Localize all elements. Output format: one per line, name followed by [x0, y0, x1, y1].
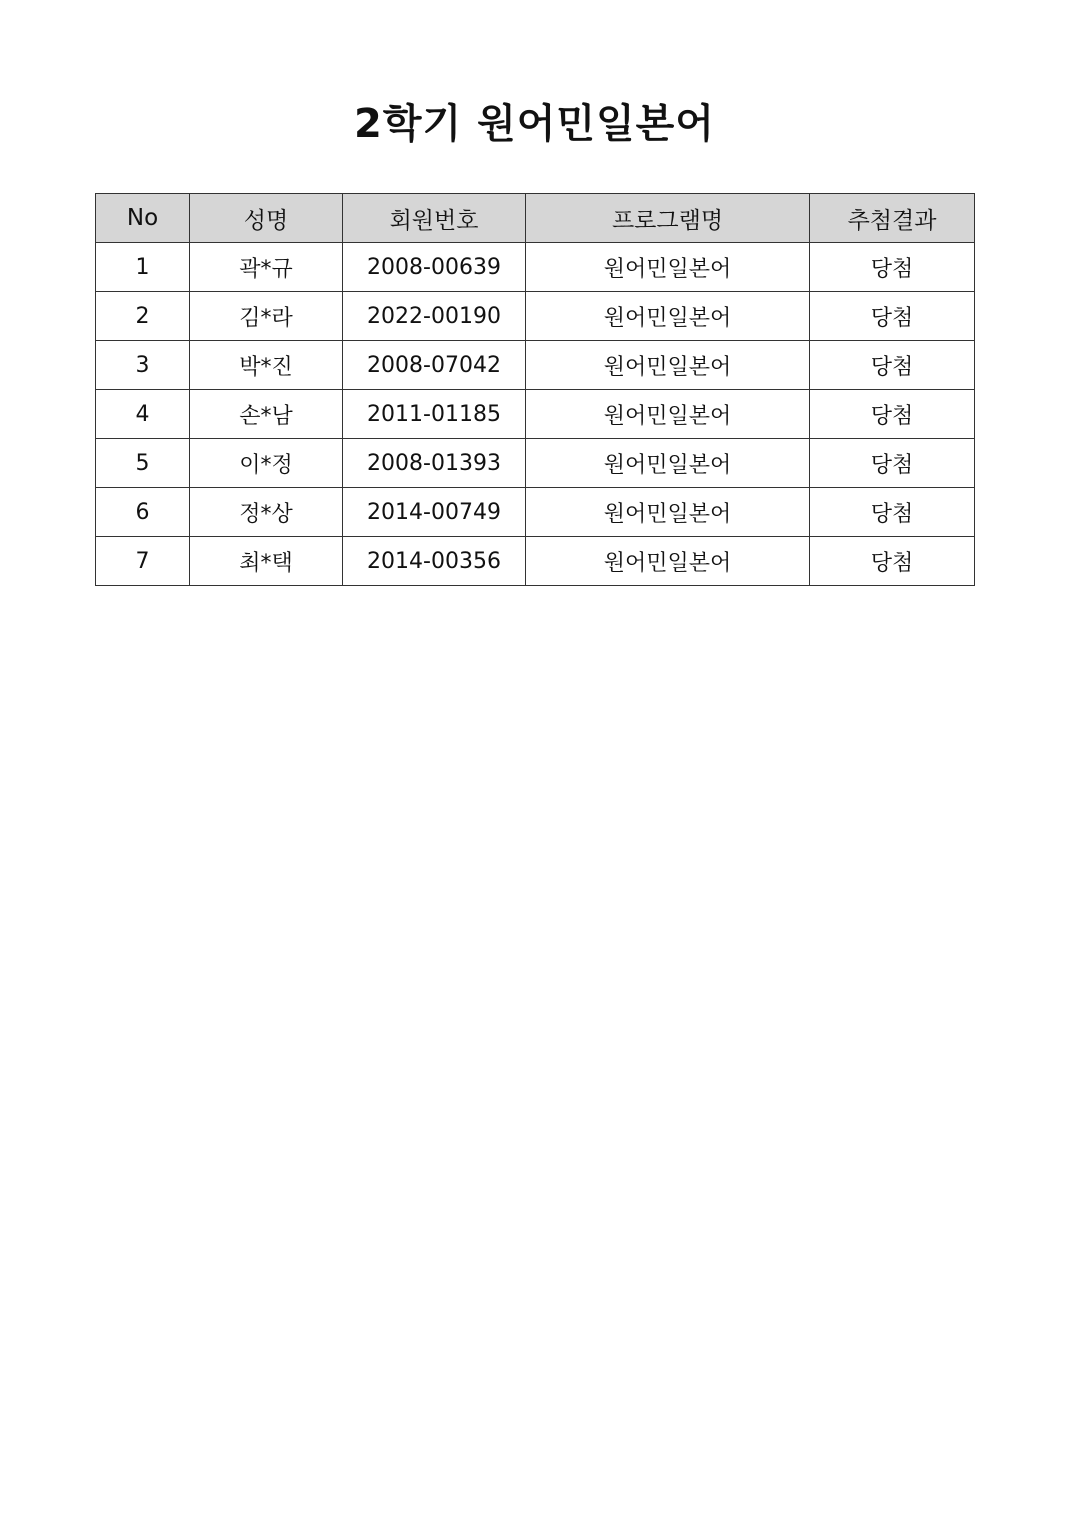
cell-result: 당첨 [810, 341, 975, 390]
cell-no: 7 [96, 537, 190, 586]
cell-name: 박*진 [190, 341, 343, 390]
table-row [96, 390, 975, 439]
cell-program: 원어민일본어 [526, 537, 810, 586]
cell-result: 당첨 [810, 439, 975, 488]
cell-no: 6 [96, 488, 190, 537]
cell-program: 원어민일본어 [526, 390, 810, 439]
cell-member-id: 2011-01185 [343, 390, 526, 439]
table-header-row [96, 194, 975, 243]
cell-name: 손*남 [190, 390, 343, 439]
cell-member-id: 2008-07042 [343, 341, 526, 390]
header-result: 추첨결과 [810, 194, 975, 243]
cell-member-id: 2022-00190 [343, 292, 526, 341]
cell-no: 1 [96, 243, 190, 292]
cell-program: 원어민일본어 [526, 243, 810, 292]
cell-member-id: 2014-00749 [343, 488, 526, 537]
header-member-id: 회원번호 [343, 194, 526, 243]
cell-name: 김*라 [190, 292, 343, 341]
cell-member-id: 2008-00639 [343, 243, 526, 292]
cell-result: 당첨 [810, 243, 975, 292]
cell-name: 곽*규 [190, 243, 343, 292]
table-row [96, 537, 975, 586]
cell-program: 원어민일본어 [526, 292, 810, 341]
cell-program: 원어민일본어 [526, 341, 810, 390]
cell-member-id: 2008-01393 [343, 439, 526, 488]
cell-member-id: 2014-00356 [343, 537, 526, 586]
cell-result: 당첨 [810, 537, 975, 586]
cell-program: 원어민일본어 [526, 439, 810, 488]
table-row [96, 439, 975, 488]
cell-program: 원어민일본어 [526, 488, 810, 537]
header-no: No [96, 194, 190, 243]
cell-no: 3 [96, 341, 190, 390]
cell-result: 당첨 [810, 390, 975, 439]
table-row [96, 341, 975, 390]
cell-no: 4 [96, 390, 190, 439]
table-row [96, 292, 975, 341]
cell-name: 이*정 [190, 439, 343, 488]
header-program: 프로그램명 [526, 194, 810, 243]
table-row [96, 488, 975, 537]
cell-no: 2 [96, 292, 190, 341]
table-row [96, 243, 975, 292]
cell-result: 당첨 [810, 292, 975, 341]
cell-name: 최*택 [190, 537, 343, 586]
cell-result: 당첨 [810, 488, 975, 537]
cell-name: 정*상 [190, 488, 343, 537]
lottery-results-table [95, 193, 975, 586]
header-name: 성명 [190, 194, 343, 243]
cell-no: 5 [96, 439, 190, 488]
page-title: 2학기 원어민일본어 [354, 101, 715, 147]
